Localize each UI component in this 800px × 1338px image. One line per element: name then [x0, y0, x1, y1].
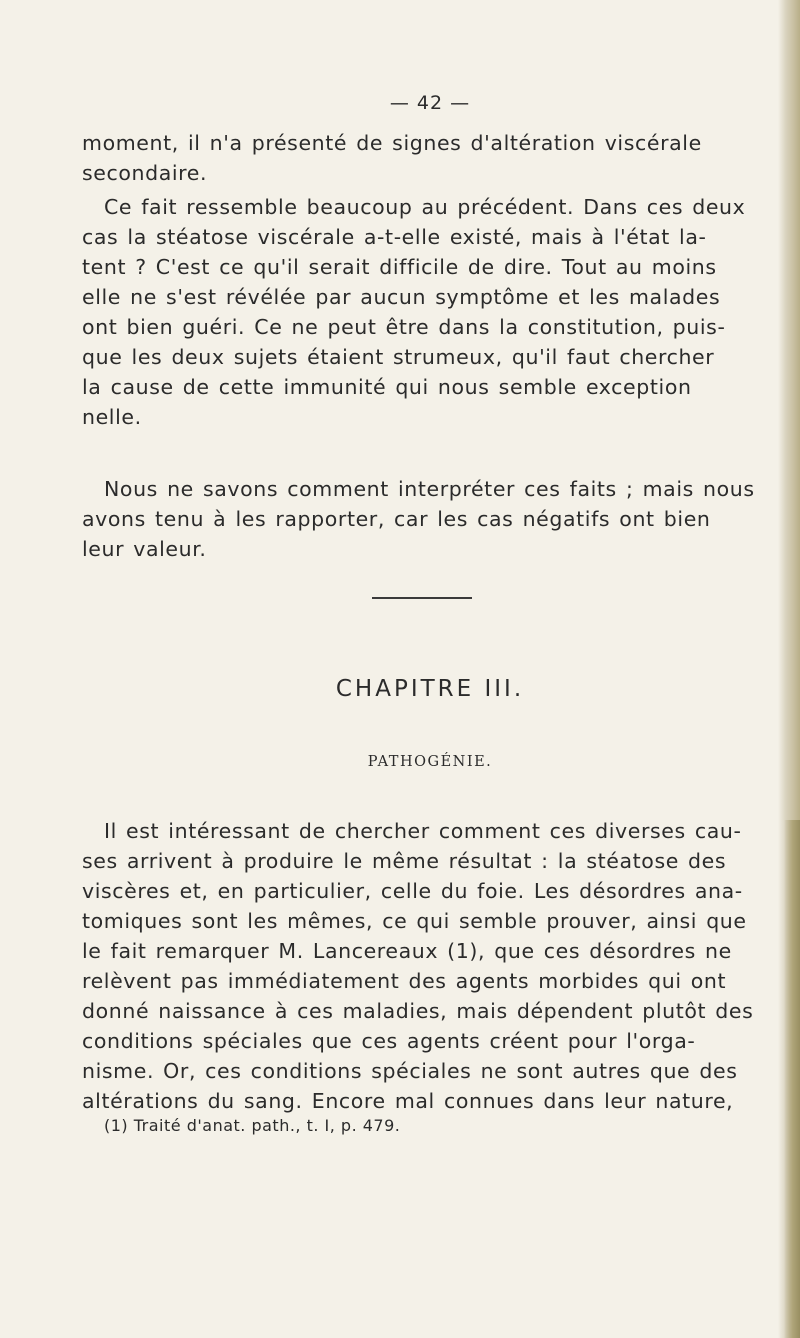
text-line: elle ne s'est révélée par aucun symptôme et les malades [82, 285, 721, 309]
text-line: Ce fait ressemble beaucoup au précédent. Dans ces deux [104, 195, 746, 219]
text-line: le fait remarquer M. Lancereaux (1), que ces désordres ne [82, 939, 732, 963]
chapter-subtitle: PATHOGÉNIE. [367, 754, 493, 770]
paragraph-negative-cases [82, 474, 772, 564]
text-line: viscères et, en particulier, celle du foie. Les désordres ana- [82, 879, 743, 903]
text-line: nelle. [82, 405, 142, 429]
text-line: donné naissance à ces maladies, mais dépendent plutôt des [82, 999, 754, 1023]
text-line: altérations du sang. Encore mal connues dans leur nature, [82, 1089, 734, 1113]
text-line: avons tenu à les rapporter, car les cas négatifs ont bien [82, 507, 711, 531]
page-edge-stain [784, 820, 800, 1338]
text-line: cas la stéatose viscérale a-t-elle existé, mais à l'état la- [82, 225, 707, 249]
paragraph-case-comparison [82, 192, 772, 432]
text-line: ont bien guéri. Ce ne peut être dans la constitution, puis- [82, 315, 726, 339]
text-line: nisme. Or, ces conditions spéciales ne sont autres que des [82, 1059, 738, 1083]
text-line: moment, il n'a présenté de signes d'altération viscérale [82, 131, 702, 155]
text-line: conditions spéciales que ces agents créent pour l'orga- [82, 1029, 696, 1053]
text-line: Nous ne savons comment interpréter ces faits ; mais nous [104, 477, 755, 501]
text-line: tent ? C'est ce qu'il serait difficile de dire. Tout au moins [82, 255, 717, 279]
text-line: Il est intéressant de chercher comment ces diverses cau- [104, 819, 742, 843]
chapter-title: CHAPITRE III. [335, 676, 525, 702]
section-divider-rule [372, 597, 472, 599]
page-number: — 42 — [389, 92, 471, 114]
text-line: que les deux sujets étaient strumeux, qu'il faut chercher [82, 345, 715, 369]
text-line: relèvent pas immédiatement des agents morbides qui ont [82, 969, 727, 993]
text-line: secondaire. [82, 161, 208, 185]
text-line: ses arrivent à produire le même résultat : la stéatose des [82, 849, 727, 873]
paragraph-pathogenie [82, 816, 772, 1116]
text-line: tomiques sont les mêmes, ce qui semble prouver, ainsi que [82, 909, 747, 933]
text-line: la cause de cette immunité qui nous semble exception [82, 375, 692, 399]
footnote: (1) Traité d'anat. path., t. I, p. 479. [104, 1116, 401, 1135]
text-line: leur valeur. [82, 537, 207, 561]
paragraph-continuation [82, 128, 772, 188]
